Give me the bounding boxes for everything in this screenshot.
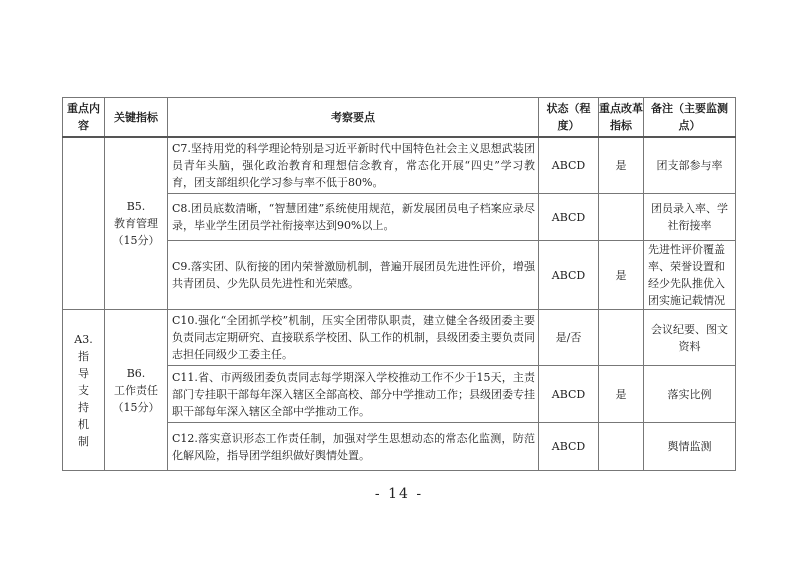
table-row xyxy=(63,310,736,366)
reform-c10 xyxy=(599,310,644,366)
note-c7: 团支部参与率 xyxy=(644,137,736,194)
header-key-indicator: 关键指标 xyxy=(105,98,168,138)
status-c7: ABCD xyxy=(539,137,599,194)
reform-c11: 是 xyxy=(599,366,644,423)
b5-score: （15分） xyxy=(112,234,160,247)
point-c10: C10.强化“全团抓学校”机制，压实全团带队职责，建立健全各级团委主要负责同志定期研究、直接联系学校团、队工作的机制，县级团委主要负责同志担任同级少工委主任。 xyxy=(168,310,539,366)
status-c11: ABCD xyxy=(539,366,599,423)
indicator-b5 xyxy=(105,137,168,310)
a2-continuation-cell xyxy=(63,137,105,310)
b6-code: B6. xyxy=(126,366,146,380)
key-content-a3 xyxy=(63,310,105,471)
note-c11: 落实比例 xyxy=(644,366,736,423)
header-key-content: 重点内容 xyxy=(63,98,105,138)
status-c9: ABCD xyxy=(539,241,599,310)
note-c9: 先进性评价覆盖率、荣誉设置和经少先队推优入团实施记载情况 xyxy=(644,241,736,310)
note-c12: 舆情监测 xyxy=(644,423,736,471)
note-c8: 团员录入率、学社衔接率 xyxy=(644,194,736,241)
reform-c9: 是 xyxy=(599,241,644,310)
header-status: 状态（程度） xyxy=(539,98,599,138)
status-c8: ABCD xyxy=(539,194,599,241)
b5-name: 教育管理 xyxy=(114,217,158,230)
point-c11: C11.省、市两级团委负责同志每学期深入学校推动工作不少于15天，主责部门专挂职干部每年深入辖区全部高校、部分中学推动工作；县级团委专挂职干部每年深入辖区全部中学推动工作。 xyxy=(168,366,539,423)
reform-c8 xyxy=(599,194,644,241)
point-c7: C7.坚持用党的科学理论特别是习近平新时代中国特色社会主义思想武装团员青年头脑，强化政治教育和理想信念教育，常态化开展“四史”学习教育，团支部组织化学习参与率不低于80%。 xyxy=(168,137,539,194)
b5-code: B5. xyxy=(126,200,146,213)
status-c10: 是/否 xyxy=(539,310,599,366)
b6-name: 工作责任 xyxy=(114,383,158,397)
table-row xyxy=(63,137,736,194)
status-c12: ABCD xyxy=(539,423,599,471)
header-inspection-points: 考察要点 xyxy=(168,98,539,138)
header-remarks: 备注（主要监测点） xyxy=(644,98,736,138)
b6-score: （15分） xyxy=(112,400,160,414)
header-reform-indicator: 重点改革指标 xyxy=(599,98,644,138)
point-c12: C12.落实意识形态工作责任制，加强对学生思想动态的常态化监测，防范化解风险，指导团学组织做好舆情处置。 xyxy=(168,423,539,471)
a3-name: 指导支持机制 xyxy=(78,349,89,448)
a3-code: A3. xyxy=(74,332,93,346)
point-c9: C9.落实团、队衔接的团内荣誉激励机制，普遍开展团员先进性评价，增强共青团员、少先队员先进性和光荣感。 xyxy=(168,241,539,310)
reform-c7: 是 xyxy=(599,137,644,194)
evaluation-table xyxy=(62,97,736,471)
table-header-row xyxy=(63,98,736,138)
point-c8: C8.团员底数清晰，“智慧团建”系统使用规范，新发展团员电子档案应录尽录，毕业学生团员学社衔接率达到90%以上。 xyxy=(168,194,539,241)
indicator-b6 xyxy=(105,310,168,471)
reform-c12 xyxy=(599,423,644,471)
page-number: - 14 - xyxy=(374,486,424,502)
note-c10: 会议纪要、图文资料 xyxy=(644,310,736,366)
